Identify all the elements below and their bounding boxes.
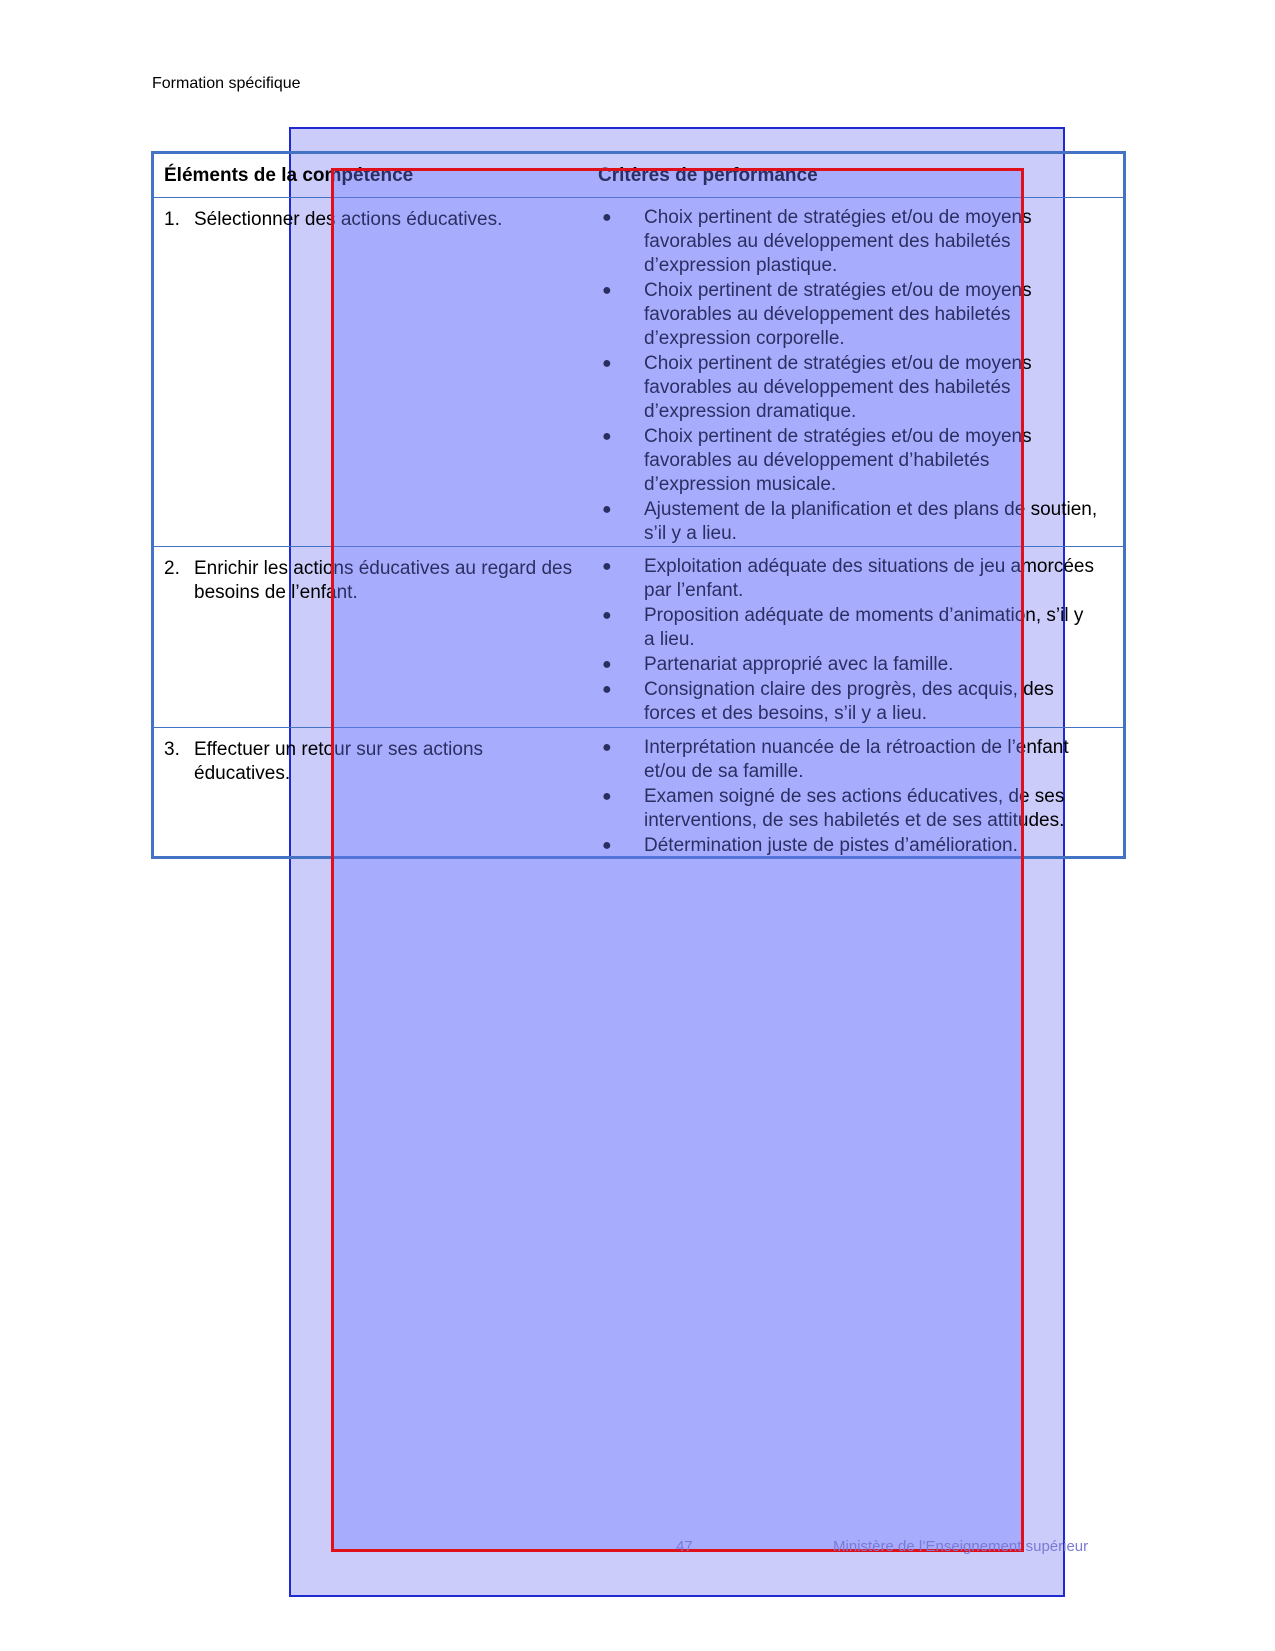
criterion-text: Détermination juste de pistes d’amélioration.: [644, 835, 1018, 856]
bullet-icon: ●: [602, 428, 612, 445]
bullet-icon: ●: [602, 681, 612, 698]
page-header: Formation spécifique: [152, 75, 301, 92]
column-header-elements: Éléments de la compétence: [164, 165, 414, 186]
bullet-icon: ●: [602, 788, 612, 805]
bullet-icon: ●: [602, 355, 612, 372]
criterion-text: Choix pertinent de stratégies et/ou de moyens favorables au développement des habiletés d’expression dramatique.: [644, 353, 1032, 422]
bullet-icon: ●: [602, 739, 612, 756]
bullet-icon: ●: [602, 501, 612, 518]
bullet-icon: ●: [602, 209, 612, 226]
criterion-text: Examen soigné de ses actions éducatives, de ses interventions, de ses habiletés et de ses attitudes.: [644, 786, 1065, 831]
criterion-text: Choix pertinent de stratégies et/ou de moyens favorables au développement d’habiletés d’expression musicale.: [644, 426, 1032, 495]
bullet-icon: ●: [602, 837, 612, 854]
page-number: 47: [676, 1538, 693, 1555]
element-text: Effectuer un retour sur ses actions éducatives.: [194, 739, 484, 784]
column-header-criteria: Critères de performance: [598, 165, 818, 186]
footer-ministry: Ministère de l’Enseignement supérieur: [833, 1538, 1089, 1555]
criterion-text: Partenariat approprié avec la famille.: [644, 654, 954, 675]
overlay-inner: [331, 168, 1024, 1552]
criterion-text: Choix pertinent de stratégies et/ou de moyens favorables au développement des habiletés d’expression corporelle.: [644, 280, 1032, 349]
criterion-text: Interprétation nuancée de la rétroaction de l’enfant et/ou de sa famille.: [644, 737, 1069, 782]
element-text: Sélectionner des actions éducatives.: [194, 209, 503, 230]
bullet-icon: ●: [602, 607, 612, 624]
bullet-icon: ●: [602, 282, 612, 299]
criterion-text: Consignation claire des progrès, des acquis, des forces et des besoins, s’il y a lieu.: [644, 679, 1054, 724]
bullet-icon: ●: [602, 558, 612, 575]
bullet-icon: ●: [602, 656, 612, 673]
element-text: Enrichir les actions éducatives au regard des besoins de l’enfant.: [194, 558, 573, 603]
element-number: 2.: [164, 558, 180, 579]
criterion-text: Exploitation adéquate des situations de jeu amorcées par l’enfant.: [644, 556, 1094, 601]
criterion-text: Choix pertinent de stratégies et/ou de moyens favorables au développement des habiletés d’expression plastique.: [644, 207, 1032, 276]
element-number: 1.: [164, 209, 180, 230]
criterion-text: Proposition adéquate de moments d’animation, s’il y a lieu.: [644, 605, 1084, 650]
element-number: 3.: [164, 739, 180, 760]
criterion-text: Ajustement de la planification et des plans de soutien, s’il y a lieu.: [644, 499, 1098, 544]
